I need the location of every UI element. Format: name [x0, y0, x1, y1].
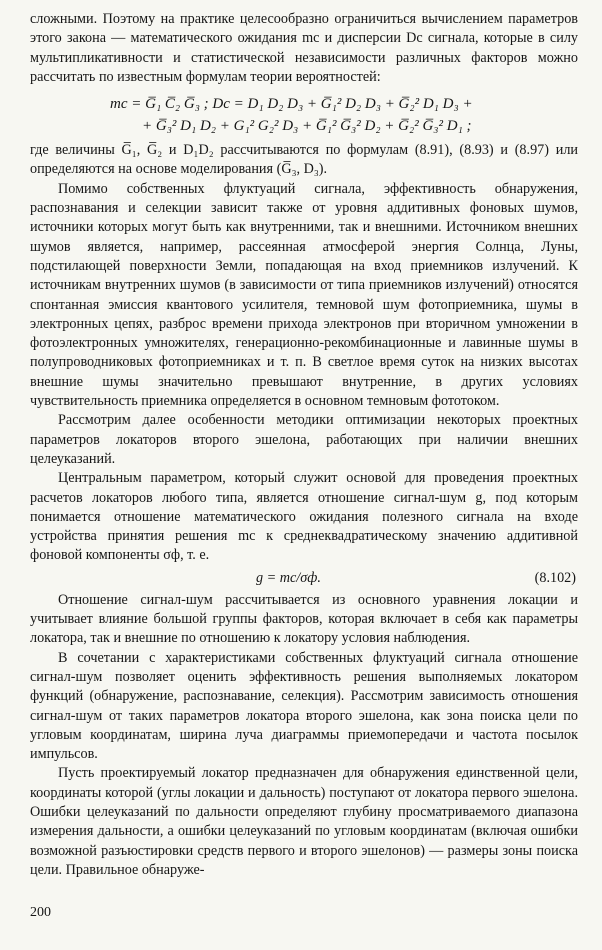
formula-line-1: mc = G̅₁ C̅₂ G̅₃ ; Dc = D₁ D₂ D₃ + G̅₁² D₂ D₃ + G̅₂² D₁ D₃ + — [110, 96, 473, 113]
formula-mc-dc — [30, 93, 578, 137]
paragraph-5: Центральным параметром, который служит основой для проведения проектных расчетов локаторов любого типа, является отношение сигнал-шум g, под которым понимается отношение математического ожидания полезного сигнала на входе устройства принятия решения mc к среднеквадратическому значению аддитивной фоновой компоненты σф, т. е. — [30, 470, 578, 564]
formula-line-2: + G̅₃² D₁ D₂ + G₁² G₂² D₃ + G̅₁² G̅₃² D₂ + G̅₂² G̅₃² D₁ ; — [142, 118, 472, 135]
text-column — [30, 10, 578, 880]
paragraph-1: сложными. Поэтому на практике целесообразно ограничиться вычислением параметров этого закона — математического ожидания mc и дисперсии Dc сигнала, которые в силу мультипликативности и статистической независимости различных факторов можно рассчитать по известным формулам теории вероятностей: — [30, 11, 578, 85]
paragraph-4: Рассмотрим далее особенности методики оптимизации некоторых проектных параметров локаторов второго эшелона, работающих при наличии внешних целеуказаний. — [30, 412, 578, 467]
paragraph-7: В сочетании с характеристиками собственных флуктуаций сигнала отношение сигнал-шум позволяет оценить эффективность решения выполняемых локатором функций (обнаружение, распознавание, селекция). Рассмотрим зависимость отношения сигнал-шум от таких параметров локатора второго эшелона, как зона поиска цели по угловым координатам, ширина луча диаграммы приемопередачи и частота посылок импульсов. — [30, 649, 578, 763]
equation-expression: g = mc/σф. — [256, 569, 321, 586]
paragraph-8: Пусть проектируемый локатор предназначен для обнаружения единственной цели, координаты которой (углы локации и дальность) поступают от локатора первого эшелона. Ошибки целеуказаний по дальности определяют глубину просматриваемого диапазона измерения дальности, а ошибки целеуказаний по угловым координатам (включая ошибки возможной разъюстировки средств первого и второго эшелонов) — размеры зоны поиска цели. Правильное обнаруже- — [30, 765, 578, 878]
equation-number: (8.102) — [534, 569, 576, 586]
page-number: 200 — [30, 905, 51, 920]
paragraph-3: Помимо собственных флуктуаций сигнала, эффективность обнаружения, распознавания и селекции зависит также от уровня аддитивных фоновых шумов, источники которых могут быть как внутренними, так и внешними. Источником внешних шумов является, например, рассеянная атмосферой энергия Солнца, Луны, подстилающей поверхности Земли, попадающая на вход приемников излучений. К источникам внутренних шумов (в зависимости от типа приемников излучений) относятся спонтанная эмиссия квантового усилителя, темновой шум фотоприемника, шумы в электронных цепях, разброс времени прихода электронов при вторичном умножении в фотоэлектронных умножителях, генерационно-рекомбинационные и лавинные шумы в полупроводниковых фотоприемниках и т. п. В светлое время суток на низких высотах внешние шумы значительно превышают внутренние, в других условиях чувствительность приемника определяется в основном темновым фототоком. — [30, 180, 578, 410]
equation-8-102 — [30, 568, 578, 589]
paragraph-6: Отношение сигнал-шум рассчитывается из основного уравнения локации и учитывает влияние большой группы факторов, которая включает в себя как параметры локатора, так и внешние по отношению к локатору условия наблюдения. — [30, 591, 578, 647]
paragraph-2: где величины G̅₁, G̅₂ и D₁D₂ рассчитываются по формулам (8.91), (8.93) и (8.97) или определяются на основе моделирования (G̅₃, D₃). — [30, 142, 578, 178]
